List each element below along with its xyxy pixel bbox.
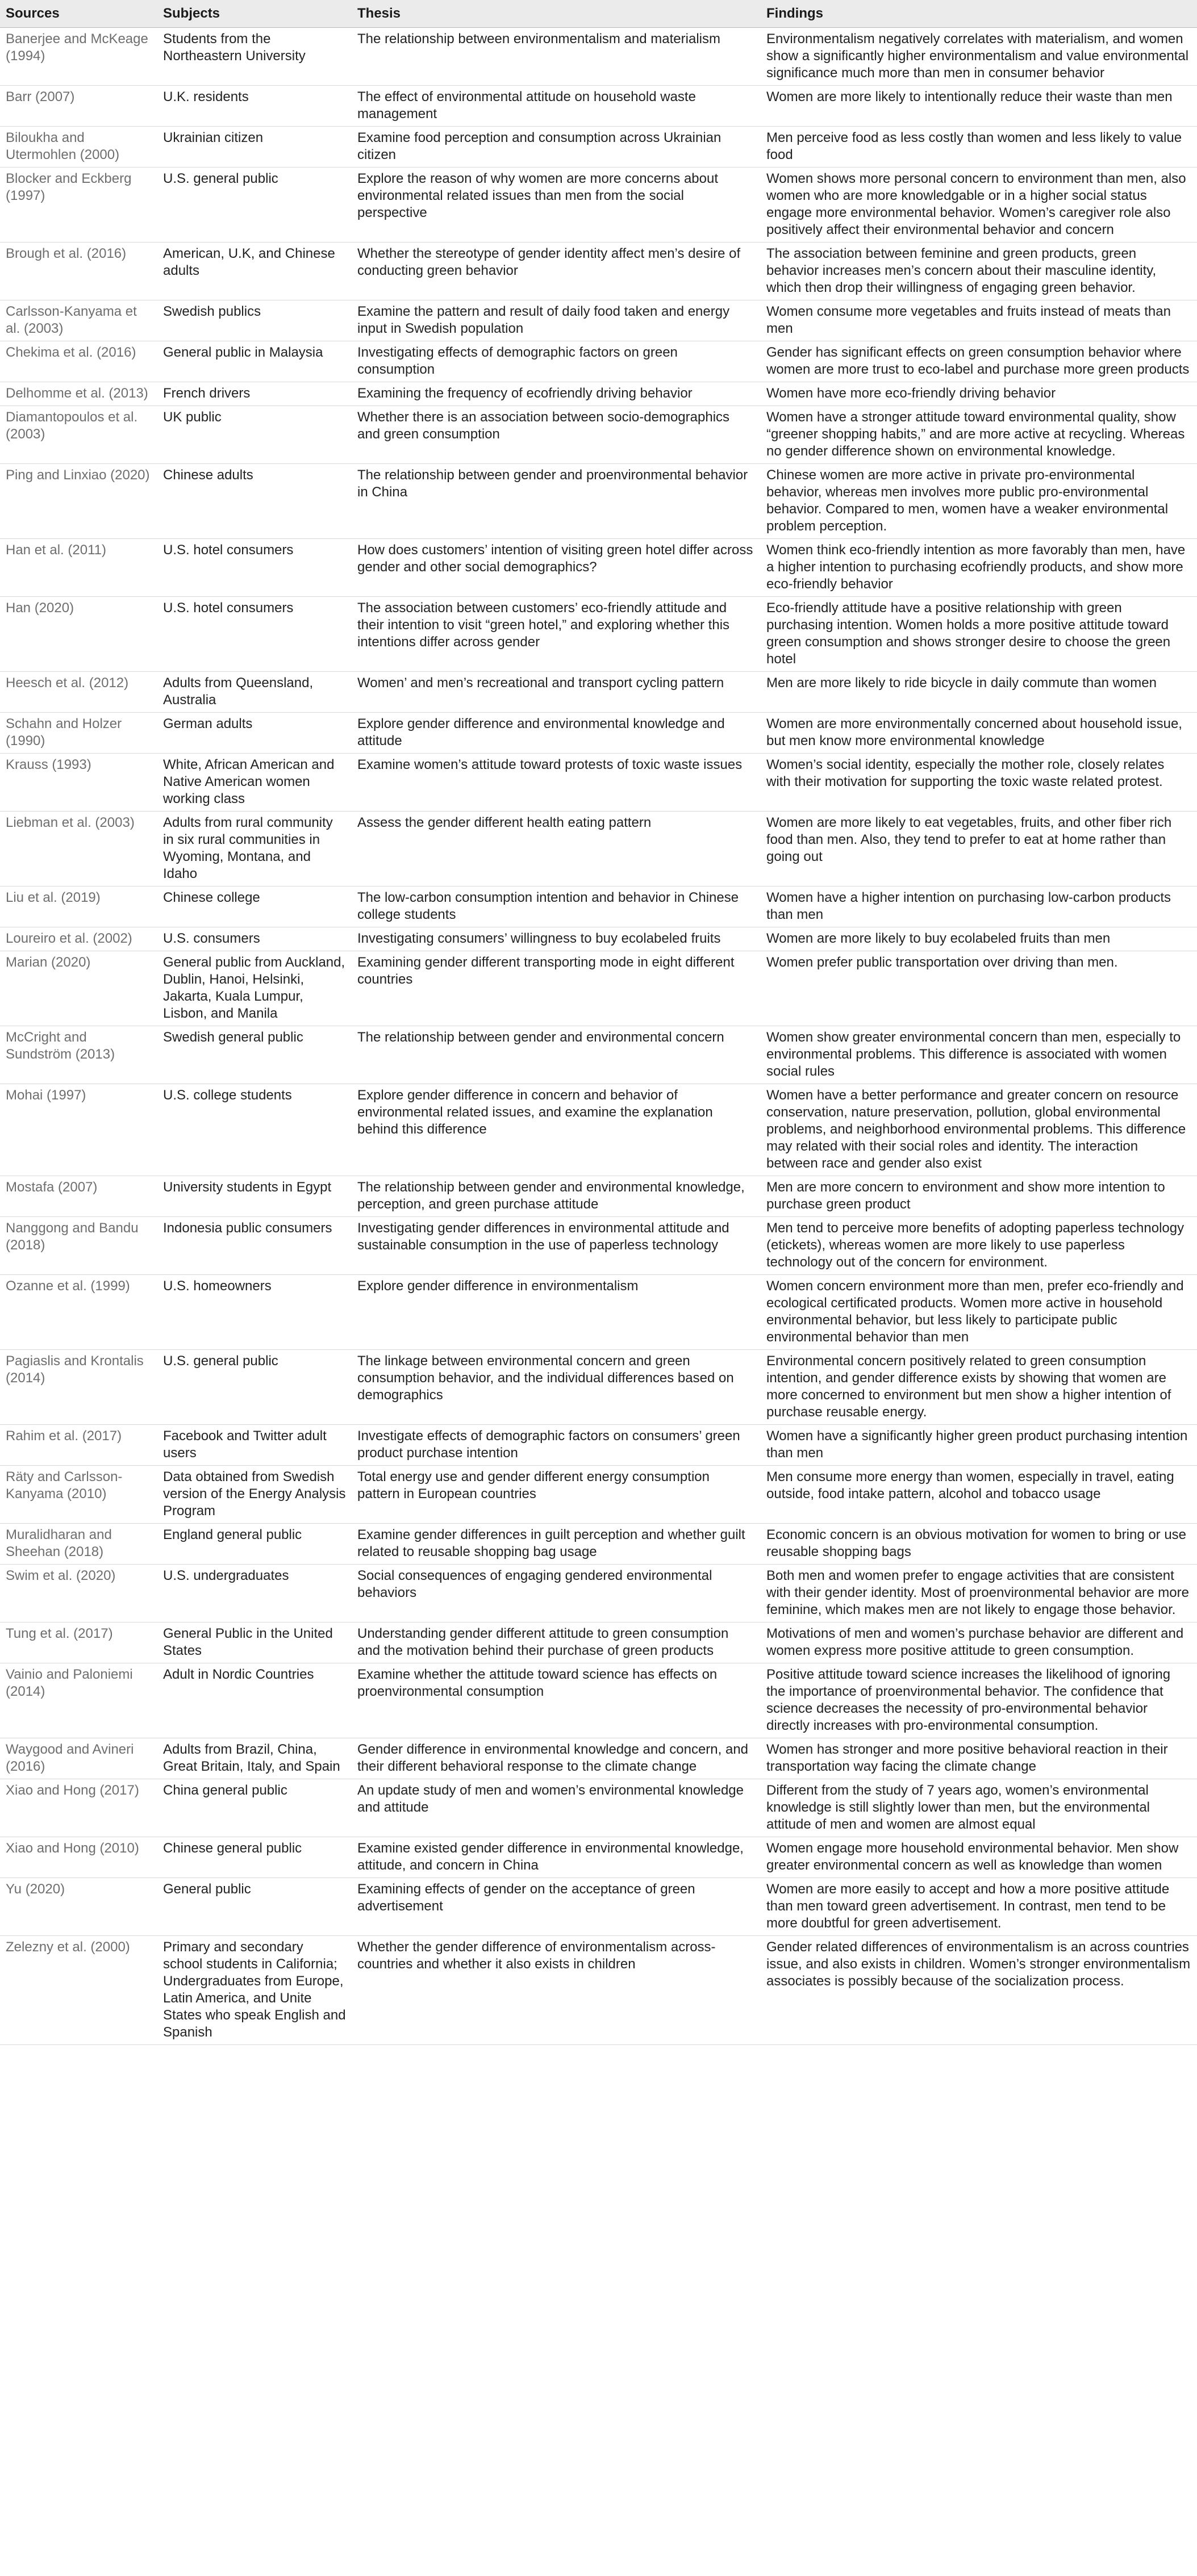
findings-cell: Men perceive food as less costly than women and less likely to value food — [761, 127, 1197, 168]
table-row — [0, 1084, 1197, 1176]
thesis-cell: The linkage between environmental concern and green consumption behavior, and the individual differences based on demographics — [352, 1350, 761, 1425]
findings-cell: Women think eco-friendly intention as more favorably than men, have a higher intention to purchasing ecofriendly products, and show more eco-friendly behavior — [761, 539, 1197, 597]
thesis-cell: Whether there is an association between socio-demographics and green consumption — [352, 406, 761, 464]
thesis-cell: Examine existed gender difference in environmental knowledge, attitude, and concern in China — [352, 1837, 761, 1878]
findings-cell: Both men and women prefer to engage activities that are consistent with their gender identity. Most of proenvironmental behavior are more feminine, which makes men are not likely to engage those behavior. — [761, 1565, 1197, 1622]
header-thesis: Thesis — [352, 0, 761, 28]
findings-cell: Women have a stronger attitude toward environmental quality, show “greener shopping habits,” and are more active at recycling. Whereas no gender difference shown on environmental knowledge. — [761, 406, 1197, 464]
subjects-cell: Chinese college — [157, 886, 352, 927]
subjects-cell: U.K. residents — [157, 86, 352, 127]
source-cell: Waygood and Avineri (2016) — [0, 1738, 157, 1779]
thesis-cell: Examining gender different transporting mode in eight different countries — [352, 951, 761, 1026]
subjects-cell: U.S. hotel consumers — [157, 597, 352, 672]
thesis-cell: The relationship between gender and environmental concern — [352, 1026, 761, 1084]
findings-cell: Women have more eco-friendly driving behavior — [761, 382, 1197, 406]
source-cell: Han et al. (2011) — [0, 539, 157, 597]
subjects-cell: French drivers — [157, 382, 352, 406]
source-cell: Ozanne et al. (1999) — [0, 1275, 157, 1350]
thesis-cell: Examine the pattern and result of daily food taken and energy input in Swedish population — [352, 300, 761, 341]
table-row — [0, 341, 1197, 382]
table-row — [0, 242, 1197, 300]
subjects-cell: General Public in the United States — [157, 1622, 352, 1663]
thesis-cell: Total energy use and gender different energy consumption pattern in European countries — [352, 1466, 761, 1524]
table-row — [0, 927, 1197, 951]
table-body — [0, 28, 1197, 2045]
thesis-cell: The effect of environmental attitude on household waste management — [352, 86, 761, 127]
source-cell: Muralidharan and Sheehan (2018) — [0, 1524, 157, 1565]
table-row — [0, 1425, 1197, 1466]
table-row — [0, 300, 1197, 341]
table-row — [0, 1176, 1197, 1217]
table-row — [0, 168, 1197, 242]
thesis-cell: The relationship between environmentalism and materialism — [352, 28, 761, 86]
thesis-cell: The association between customers’ eco-friendly attitude and their intention to visit “green hotel,” and exploring whether this intentions differ across gender — [352, 597, 761, 672]
subjects-cell: U.S. homeowners — [157, 1275, 352, 1350]
source-cell: Nanggong and Bandu (2018) — [0, 1217, 157, 1275]
thesis-cell: Investigating effects of demographic factors on green consumption — [352, 341, 761, 382]
thesis-cell: Investigating consumers’ willingness to buy ecolabeled fruits — [352, 927, 761, 951]
thesis-cell: Whether the stereotype of gender identity affect men’s desire of conducting green behavior — [352, 242, 761, 300]
table-row — [0, 1738, 1197, 1779]
subjects-cell: American, U.K, and Chinese adults — [157, 242, 352, 300]
subjects-cell: Adults from Queensland, Australia — [157, 672, 352, 713]
source-cell: Ping and Linxiao (2020) — [0, 464, 157, 539]
thesis-cell: Explore gender difference and environmental knowledge and attitude — [352, 713, 761, 754]
findings-cell: Women concern environment more than men, prefer eco-friendly and ecological certificated products. Women more active in household environmental behavior, but less likely to participate public environmental behavior than men — [761, 1275, 1197, 1350]
table-row — [0, 1622, 1197, 1663]
table-row — [0, 1878, 1197, 1936]
thesis-cell: Examine gender differences in guilt perception and whether guilt related to reusable shopping bag usage — [352, 1524, 761, 1565]
table-row — [0, 1524, 1197, 1565]
source-cell: Brough et al. (2016) — [0, 242, 157, 300]
subjects-cell: Data obtained from Swedish version of the Energy Analysis Program — [157, 1466, 352, 1524]
subjects-cell: Chinese adults — [157, 464, 352, 539]
findings-cell: Environmentalism negatively correlates with materialism, and women show a significantly higher environmentalism and value environmental significance much more than men in consumer behavior — [761, 28, 1197, 86]
source-cell: Krauss (1993) — [0, 754, 157, 812]
table-row — [0, 1275, 1197, 1350]
thesis-cell: Whether the gender difference of environmentalism across-countries and whether it also exists in children — [352, 1936, 761, 2045]
subjects-cell: U.S. hotel consumers — [157, 539, 352, 597]
source-cell: Delhomme et al. (2013) — [0, 382, 157, 406]
table-row — [0, 1837, 1197, 1878]
source-cell: Tung et al. (2017) — [0, 1622, 157, 1663]
findings-cell: Gender has significant effects on green consumption behavior where women are more trust to eco-label and purchase more green products — [761, 341, 1197, 382]
thesis-cell: The relationship between gender and environmental knowledge, perception, and green purchase attitude — [352, 1176, 761, 1217]
source-cell: Banerjee and McKeage (1994) — [0, 28, 157, 86]
findings-cell: Women prefer public transportation over driving than men. — [761, 951, 1197, 1026]
findings-cell: Economic concern is an obvious motivation for women to bring or use reusable shopping bags — [761, 1524, 1197, 1565]
subjects-cell: Facebook and Twitter adult users — [157, 1425, 352, 1466]
source-cell: Marian (2020) — [0, 951, 157, 1026]
table-row — [0, 464, 1197, 539]
thesis-cell: Gender difference in environmental knowledge and concern, and their different behavioral response to the climate change — [352, 1738, 761, 1779]
subjects-cell: China general public — [157, 1779, 352, 1837]
source-cell: Biloukha and Utermohlen (2000) — [0, 127, 157, 168]
table-row — [0, 86, 1197, 127]
thesis-cell: Understanding gender different attitude to green consumption and the motivation behind their purchase of green products — [352, 1622, 761, 1663]
thesis-cell: Assess the gender different health eating pattern — [352, 812, 761, 886]
source-cell: Xiao and Hong (2017) — [0, 1779, 157, 1837]
thesis-cell: Examine food perception and consumption across Ukrainian citizen — [352, 127, 761, 168]
subjects-cell: University students in Egypt — [157, 1176, 352, 1217]
source-cell: Zelezny et al. (2000) — [0, 1936, 157, 2045]
subjects-cell: White, African American and Native American women working class — [157, 754, 352, 812]
findings-cell: The association between feminine and green products, green behavior increases men’s concern about their masculine identity, which then drop their willingness of engaging green behavior. — [761, 242, 1197, 300]
findings-cell: Women are more environmentally concerned about household issue, but men know more environmental knowledge — [761, 713, 1197, 754]
subjects-cell: Students from the Northeastern University — [157, 28, 352, 86]
source-cell: Han (2020) — [0, 597, 157, 672]
findings-cell: Women are more likely to intentionally reduce their waste than men — [761, 86, 1197, 127]
table-row — [0, 28, 1197, 86]
source-cell: Loureiro et al. (2002) — [0, 927, 157, 951]
subjects-cell: General public — [157, 1878, 352, 1936]
subjects-cell: England general public — [157, 1524, 352, 1565]
findings-cell: Women are more easily to accept and how a more positive attitude than men toward green advertisement. In contrast, men tend to be more doubtful for green advertisement. — [761, 1878, 1197, 1936]
table-row — [0, 812, 1197, 886]
subjects-cell: U.S. undergraduates — [157, 1565, 352, 1622]
table-row — [0, 1779, 1197, 1837]
thesis-cell: An update study of men and women’s environmental knowledge and attitude — [352, 1779, 761, 1837]
findings-cell: Men tend to perceive more benefits of adopting paperless technology (etickets), whereas women are more likely to use paperless technology out of the concern for environment. — [761, 1217, 1197, 1275]
source-cell: Pagiaslis and Krontalis (2014) — [0, 1350, 157, 1425]
source-cell: Chekima et al. (2016) — [0, 341, 157, 382]
findings-cell: Environmental concern positively related to green consumption intention, and gender difference exists by showing that women are more concerned to environment but men show a higher intention of purchase reusable energy. — [761, 1350, 1197, 1425]
findings-cell: Different from the study of 7 years ago, women’s environmental knowledge is still slightly lower than men, but the environmental attitude of men and women are almost equal — [761, 1779, 1197, 1837]
findings-cell: Men are more likely to ride bicycle in daily commute than women — [761, 672, 1197, 713]
subjects-cell: Adults from Brazil, China, Great Britain, Italy, and Spain — [157, 1738, 352, 1779]
findings-cell: Women have a higher intention on purchasing low-carbon products than men — [761, 886, 1197, 927]
subjects-cell: U.S. general public — [157, 168, 352, 242]
findings-cell: Women’s social identity, especially the mother role, closely relates with their motivation for supporting the toxic waste related protest. — [761, 754, 1197, 812]
source-cell: Liu et al. (2019) — [0, 886, 157, 927]
thesis-cell: Explore gender difference in environmentalism — [352, 1275, 761, 1350]
thesis-cell: How does customers’ intention of visiting green hotel differ across gender and other social demographics? — [352, 539, 761, 597]
header-sources: Sources — [0, 0, 157, 28]
thesis-cell: Examining the frequency of ecofriendly driving behavior — [352, 382, 761, 406]
thesis-cell: The relationship between gender and proenvironmental behavior in China — [352, 464, 761, 539]
header-findings: Findings — [761, 0, 1197, 28]
findings-cell: Women have a better performance and greater concern on resource conservation, nature preservation, pollution, global environmental problems, and neighborhood environmental problems. This difference may related with their social roles and identity. The interaction between race and gender also exist — [761, 1084, 1197, 1176]
findings-cell: Eco-friendly attitude have a positive relationship with green purchasing intention. Women holds a more positive attitude toward green consumption and shows stronger desire to choose the green hotel — [761, 597, 1197, 672]
header-subjects: Subjects — [157, 0, 352, 28]
table-header — [0, 0, 1197, 28]
table-row — [0, 382, 1197, 406]
table-row — [0, 1026, 1197, 1084]
thesis-cell: Social consequences of engaging gendered environmental behaviors — [352, 1565, 761, 1622]
findings-cell: Women engage more household environmental behavior. Men show greater environmental concern as well as knowledge than women — [761, 1837, 1197, 1878]
subjects-cell: Chinese general public — [157, 1837, 352, 1878]
subjects-cell: UK public — [157, 406, 352, 464]
table-row — [0, 1217, 1197, 1275]
source-cell: Liebman et al. (2003) — [0, 812, 157, 886]
source-cell: Barr (2007) — [0, 86, 157, 127]
thesis-cell: Examine women’s attitude toward protests of toxic waste issues — [352, 754, 761, 812]
subjects-cell: U.S. college students — [157, 1084, 352, 1176]
findings-cell: Men consume more energy than women, especially in travel, eating outside, food intake pattern, alcohol and tobacco usage — [761, 1466, 1197, 1524]
table-row — [0, 713, 1197, 754]
table-row — [0, 1350, 1197, 1425]
source-cell: McCright and Sundström (2013) — [0, 1026, 157, 1084]
source-cell: Yu (2020) — [0, 1878, 157, 1936]
findings-cell: Gender related differences of environmentalism is an across countries issue, and also exists in children. Women’s stronger environmentalism associates is possibly because of the socialization process. — [761, 1936, 1197, 2045]
findings-cell: Women show greater environmental concern than men, especially to environmental problems. This difference is associated with women social rules — [761, 1026, 1197, 1084]
findings-cell: Women are more likely to buy ecolabeled fruits than men — [761, 927, 1197, 951]
subjects-cell: Swedish publics — [157, 300, 352, 341]
source-cell: Rahim et al. (2017) — [0, 1425, 157, 1466]
thesis-cell: Examine whether the attitude toward science has effects on proenvironmental consumption — [352, 1663, 761, 1738]
source-cell: Mostafa (2007) — [0, 1176, 157, 1217]
table-row — [0, 1663, 1197, 1738]
table-row — [0, 754, 1197, 812]
findings-cell: Positive attitude toward science increases the likelihood of ignoring the importance of proenvironmental behavior. The confidence that science decreases the necessity of pro-environmental behavior directly increases with pro-environmental consumption. — [761, 1663, 1197, 1738]
subjects-cell: General public in Malaysia — [157, 341, 352, 382]
findings-cell: Chinese women are more active in private pro-environmental behavior, whereas men involves more public pro-environmental behavior. Compared to men, women have a weaker environmental problem perception. — [761, 464, 1197, 539]
source-cell: Heesch et al. (2012) — [0, 672, 157, 713]
table-row — [0, 672, 1197, 713]
thesis-cell: Explore gender difference in concern and behavior of environmental related issues, and examine the explanation behind this difference — [352, 1084, 761, 1176]
subjects-cell: Ukrainian citizen — [157, 127, 352, 168]
subjects-cell: U.S. consumers — [157, 927, 352, 951]
subjects-cell: U.S. general public — [157, 1350, 352, 1425]
subjects-cell: Adults from rural community in six rural communities in Wyoming, Montana, and Idaho — [157, 812, 352, 886]
table-row — [0, 1565, 1197, 1622]
findings-cell: Men are more concern to environment and show more intention to purchase green product — [761, 1176, 1197, 1217]
header-row — [0, 0, 1197, 28]
table-row — [0, 886, 1197, 927]
table-row — [0, 539, 1197, 597]
subjects-cell: Indonesia public consumers — [157, 1217, 352, 1275]
table-row — [0, 951, 1197, 1026]
thesis-cell: Investigating gender differences in environmental attitude and sustainable consumption in the use of paperless technology — [352, 1217, 761, 1275]
thesis-cell: Investigate effects of demographic factors on consumers’ green product purchase intention — [352, 1425, 761, 1466]
subjects-cell: General public from Auckland, Dublin, Hanoi, Helsinki, Jakarta, Kuala Lumpur, Lisbon, and Manila — [157, 951, 352, 1026]
table-row — [0, 1466, 1197, 1524]
subjects-cell: Adult in Nordic Countries — [157, 1663, 352, 1738]
findings-cell: Women are more likely to eat vegetables, fruits, and other fiber rich food than men. Also, they tend to prefer to eat at home rather than going out — [761, 812, 1197, 886]
subjects-cell: Swedish general public — [157, 1026, 352, 1084]
source-cell: Räty and Carlsson-Kanyama (2010) — [0, 1466, 157, 1524]
findings-cell: Motivations of men and women’s purchase behavior are different and women express more positive attitude to green consumption. — [761, 1622, 1197, 1663]
thesis-cell: Explore the reason of why women are more concerns about environmental related issues than men from the social perspective — [352, 168, 761, 242]
table-row — [0, 1936, 1197, 2045]
source-cell: Xiao and Hong (2010) — [0, 1837, 157, 1878]
thesis-cell: The low-carbon consumption intention and behavior in Chinese college students — [352, 886, 761, 927]
table-row — [0, 406, 1197, 464]
source-cell: Mohai (1997) — [0, 1084, 157, 1176]
source-cell: Schahn and Holzer (1990) — [0, 713, 157, 754]
subjects-cell: German adults — [157, 713, 352, 754]
source-cell: Vainio and Paloniemi (2014) — [0, 1663, 157, 1738]
subjects-cell: Primary and secondary school students in California; Undergraduates from Europe, Latin America, and Unite States who speak English and Spanish — [157, 1936, 352, 2045]
findings-cell: Women has stronger and more positive behavioral reaction in their transportation way facing the climate change — [761, 1738, 1197, 1779]
table-row — [0, 597, 1197, 672]
source-cell: Diamantopoulos et al. (2003) — [0, 406, 157, 464]
source-cell: Blocker and Eckberg (1997) — [0, 168, 157, 242]
findings-cell: Women shows more personal concern to environment than men, also women who are more knowledgable or in a higher social status engage more environmental behavior. Women’s caregiver role also positively affect their environmental behavior and concern — [761, 168, 1197, 242]
findings-cell: Women consume more vegetables and fruits instead of meats than men — [761, 300, 1197, 341]
findings-cell: Women have a significantly higher green product purchasing intention than men — [761, 1425, 1197, 1466]
thesis-cell: Women’ and men’s recreational and transport cycling pattern — [352, 672, 761, 713]
thesis-cell: Examining effects of gender on the acceptance of green advertisement — [352, 1878, 761, 1936]
source-cell: Swim et al. (2020) — [0, 1565, 157, 1622]
source-cell: Carlsson-Kanyama et al. (2003) — [0, 300, 157, 341]
table-row — [0, 127, 1197, 168]
